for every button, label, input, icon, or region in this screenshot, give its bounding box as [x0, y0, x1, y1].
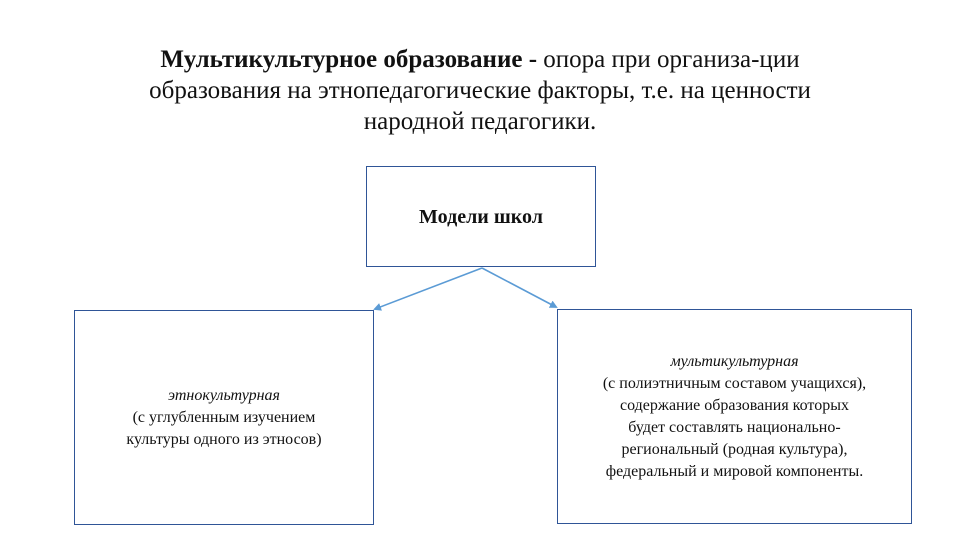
ethnocultural-model-box [74, 310, 374, 525]
arrow-to-left-box [375, 268, 482, 309]
ethnocultural-model-name: этнокультурная [168, 386, 280, 404]
multicultural-model-name: мультикультурная [670, 352, 799, 370]
multicultural-model-box [557, 309, 912, 524]
arrow-to-right-box [482, 268, 556, 307]
title-definition: опора при организа-ции образования на этнопедагогические факторы, т.е. на ценности народной педагогики. [149, 46, 811, 135]
root-node-box [366, 166, 596, 267]
ethnocultural-model-description: (с углубленным изучением культуры одного из этносов) [126, 408, 322, 448]
root-node-label: Модели школ [419, 205, 543, 228]
multicultural-model-description: (с полиэтничным составом учащихся), содержание образования которых будет составлять национально- региональный (родная культура), федеральный и мировой компоненты. [602, 374, 867, 480]
title-term: Мультикультурное образование - [160, 46, 538, 73]
